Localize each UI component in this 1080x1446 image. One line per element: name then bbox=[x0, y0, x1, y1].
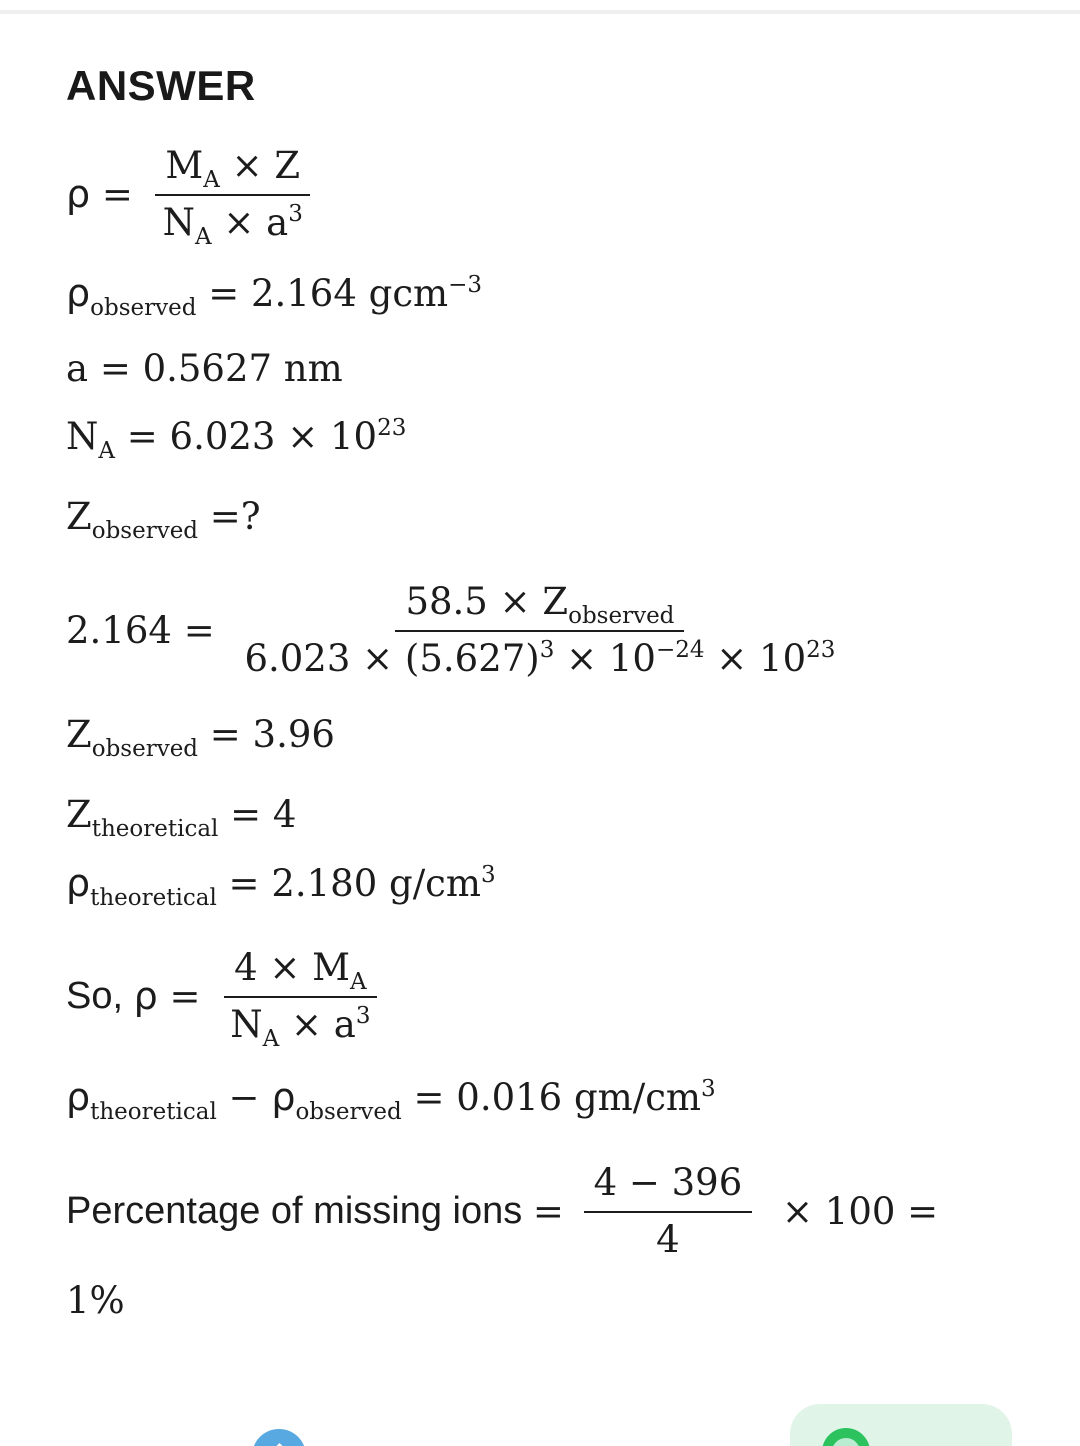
superscript: −3 bbox=[448, 272, 483, 298]
coins-pill-button[interactable] bbox=[790, 1404, 1012, 1446]
math-token: = 6.023 × 10 bbox=[115, 415, 378, 458]
math-token: × 10 bbox=[554, 637, 656, 680]
math-token: × a bbox=[279, 1003, 356, 1046]
fraction bbox=[234, 581, 845, 680]
math-token: a = 0.5627 nm bbox=[66, 347, 343, 390]
scroll-to-top-button[interactable] bbox=[252, 1429, 306, 1446]
rho-symbol: ρ bbox=[66, 172, 91, 217]
rho-symbol: ρ bbox=[66, 271, 91, 315]
math-token: = 2.180 g/cm bbox=[216, 862, 481, 905]
math-token: × 10 bbox=[704, 637, 807, 680]
equation-final-result bbox=[66, 1280, 125, 1323]
rho-symbol: ρ bbox=[66, 861, 91, 905]
equation-density-formula bbox=[66, 135, 321, 255]
rho-symbol: ρ bbox=[66, 1075, 91, 1119]
fraction-denominator bbox=[220, 998, 380, 1052]
subscript: theoretical bbox=[91, 816, 219, 842]
math-token: Z bbox=[66, 793, 92, 836]
math-token: N bbox=[162, 201, 196, 244]
subscript: observed bbox=[90, 295, 197, 321]
math-token: = 4 bbox=[218, 793, 297, 836]
subscript: theoretical bbox=[90, 885, 217, 911]
equation-z-theoretical bbox=[66, 793, 297, 842]
math-token: 58.5 × Z bbox=[405, 580, 569, 624]
superscript: 3 bbox=[539, 637, 555, 663]
math-token: 6.023 × (5.627) bbox=[244, 637, 540, 680]
math-token: 4 × M bbox=[234, 946, 351, 990]
equals-sign: = bbox=[171, 608, 227, 652]
math-token: = 2.164 gcm bbox=[196, 272, 449, 315]
equation-avogadro-number bbox=[66, 415, 407, 464]
subscript: A bbox=[203, 167, 220, 194]
superscript: 3 bbox=[288, 201, 303, 227]
superscript: 3 bbox=[480, 862, 496, 888]
equation-lattice-parameter bbox=[66, 348, 343, 391]
subscript: observed bbox=[568, 603, 675, 630]
math-token: = 3.96 bbox=[198, 713, 335, 756]
equals-sign: = bbox=[90, 172, 145, 216]
fraction-numerator bbox=[224, 947, 377, 998]
equation-rho-observed-value bbox=[66, 271, 483, 321]
equation-z-observed-unknown bbox=[66, 495, 261, 544]
fraction bbox=[220, 946, 380, 1052]
subscript: observed bbox=[91, 736, 199, 762]
math-token: × 100 = bbox=[770, 1189, 939, 1233]
equals-sign: = bbox=[532, 1189, 576, 1233]
math-token: × Z bbox=[219, 144, 301, 188]
math-token: =? bbox=[198, 495, 261, 538]
math-token: 1% bbox=[66, 1279, 125, 1322]
superscript: 3 bbox=[701, 1076, 716, 1102]
subscript: theoretical bbox=[90, 1099, 217, 1125]
superscript: 3 bbox=[355, 1003, 371, 1029]
so-label: So, bbox=[66, 975, 134, 1018]
coin-icon bbox=[822, 1428, 870, 1446]
page-title: ANSWER bbox=[66, 62, 256, 110]
equation-solve-z-observed bbox=[66, 566, 853, 696]
subscript: observed bbox=[295, 1099, 402, 1125]
minus-sign: − bbox=[216, 1076, 272, 1119]
fraction-numerator bbox=[395, 581, 684, 632]
equation-z-observed-result bbox=[66, 713, 335, 762]
math-token: × a bbox=[211, 201, 289, 244]
math-token: 2.164 bbox=[66, 608, 172, 652]
top-divider bbox=[0, 10, 1080, 14]
equation-theoretical-density-formula bbox=[66, 937, 389, 1057]
percentage-label: Percentage of missing ions bbox=[66, 1190, 533, 1233]
fraction-numerator: 4 − 396 bbox=[584, 1162, 753, 1213]
fraction bbox=[584, 1162, 753, 1261]
fraction bbox=[153, 144, 313, 250]
math-token: M bbox=[165, 144, 204, 188]
rho-symbol: ρ bbox=[271, 1075, 296, 1119]
equation-percentage-missing-ions bbox=[66, 1152, 938, 1272]
fraction-denominator bbox=[234, 632, 845, 681]
math-token: N bbox=[230, 1003, 263, 1046]
equals-sign: = bbox=[157, 974, 213, 1018]
math-token: Z bbox=[66, 713, 92, 756]
fraction-numerator bbox=[155, 145, 310, 196]
subscript: A bbox=[98, 438, 115, 464]
fraction-denominator bbox=[153, 196, 313, 250]
subscript: A bbox=[262, 1026, 280, 1052]
math-token: N bbox=[66, 415, 99, 458]
rho-symbol: ρ bbox=[133, 974, 158, 1019]
math-token: Z bbox=[66, 495, 92, 538]
superscript: 23 bbox=[377, 415, 407, 441]
equation-rho-theoretical-value bbox=[66, 861, 496, 911]
superscript: 23 bbox=[806, 637, 836, 663]
subscript: A bbox=[195, 224, 212, 250]
fraction-denominator: 4 bbox=[656, 1218, 680, 1261]
subscript: observed bbox=[91, 518, 199, 544]
math-token: = 0.016 gm/cm bbox=[401, 1076, 702, 1119]
subscript: A bbox=[350, 969, 367, 996]
superscript: −24 bbox=[655, 637, 705, 663]
equation-density-difference bbox=[66, 1075, 716, 1125]
